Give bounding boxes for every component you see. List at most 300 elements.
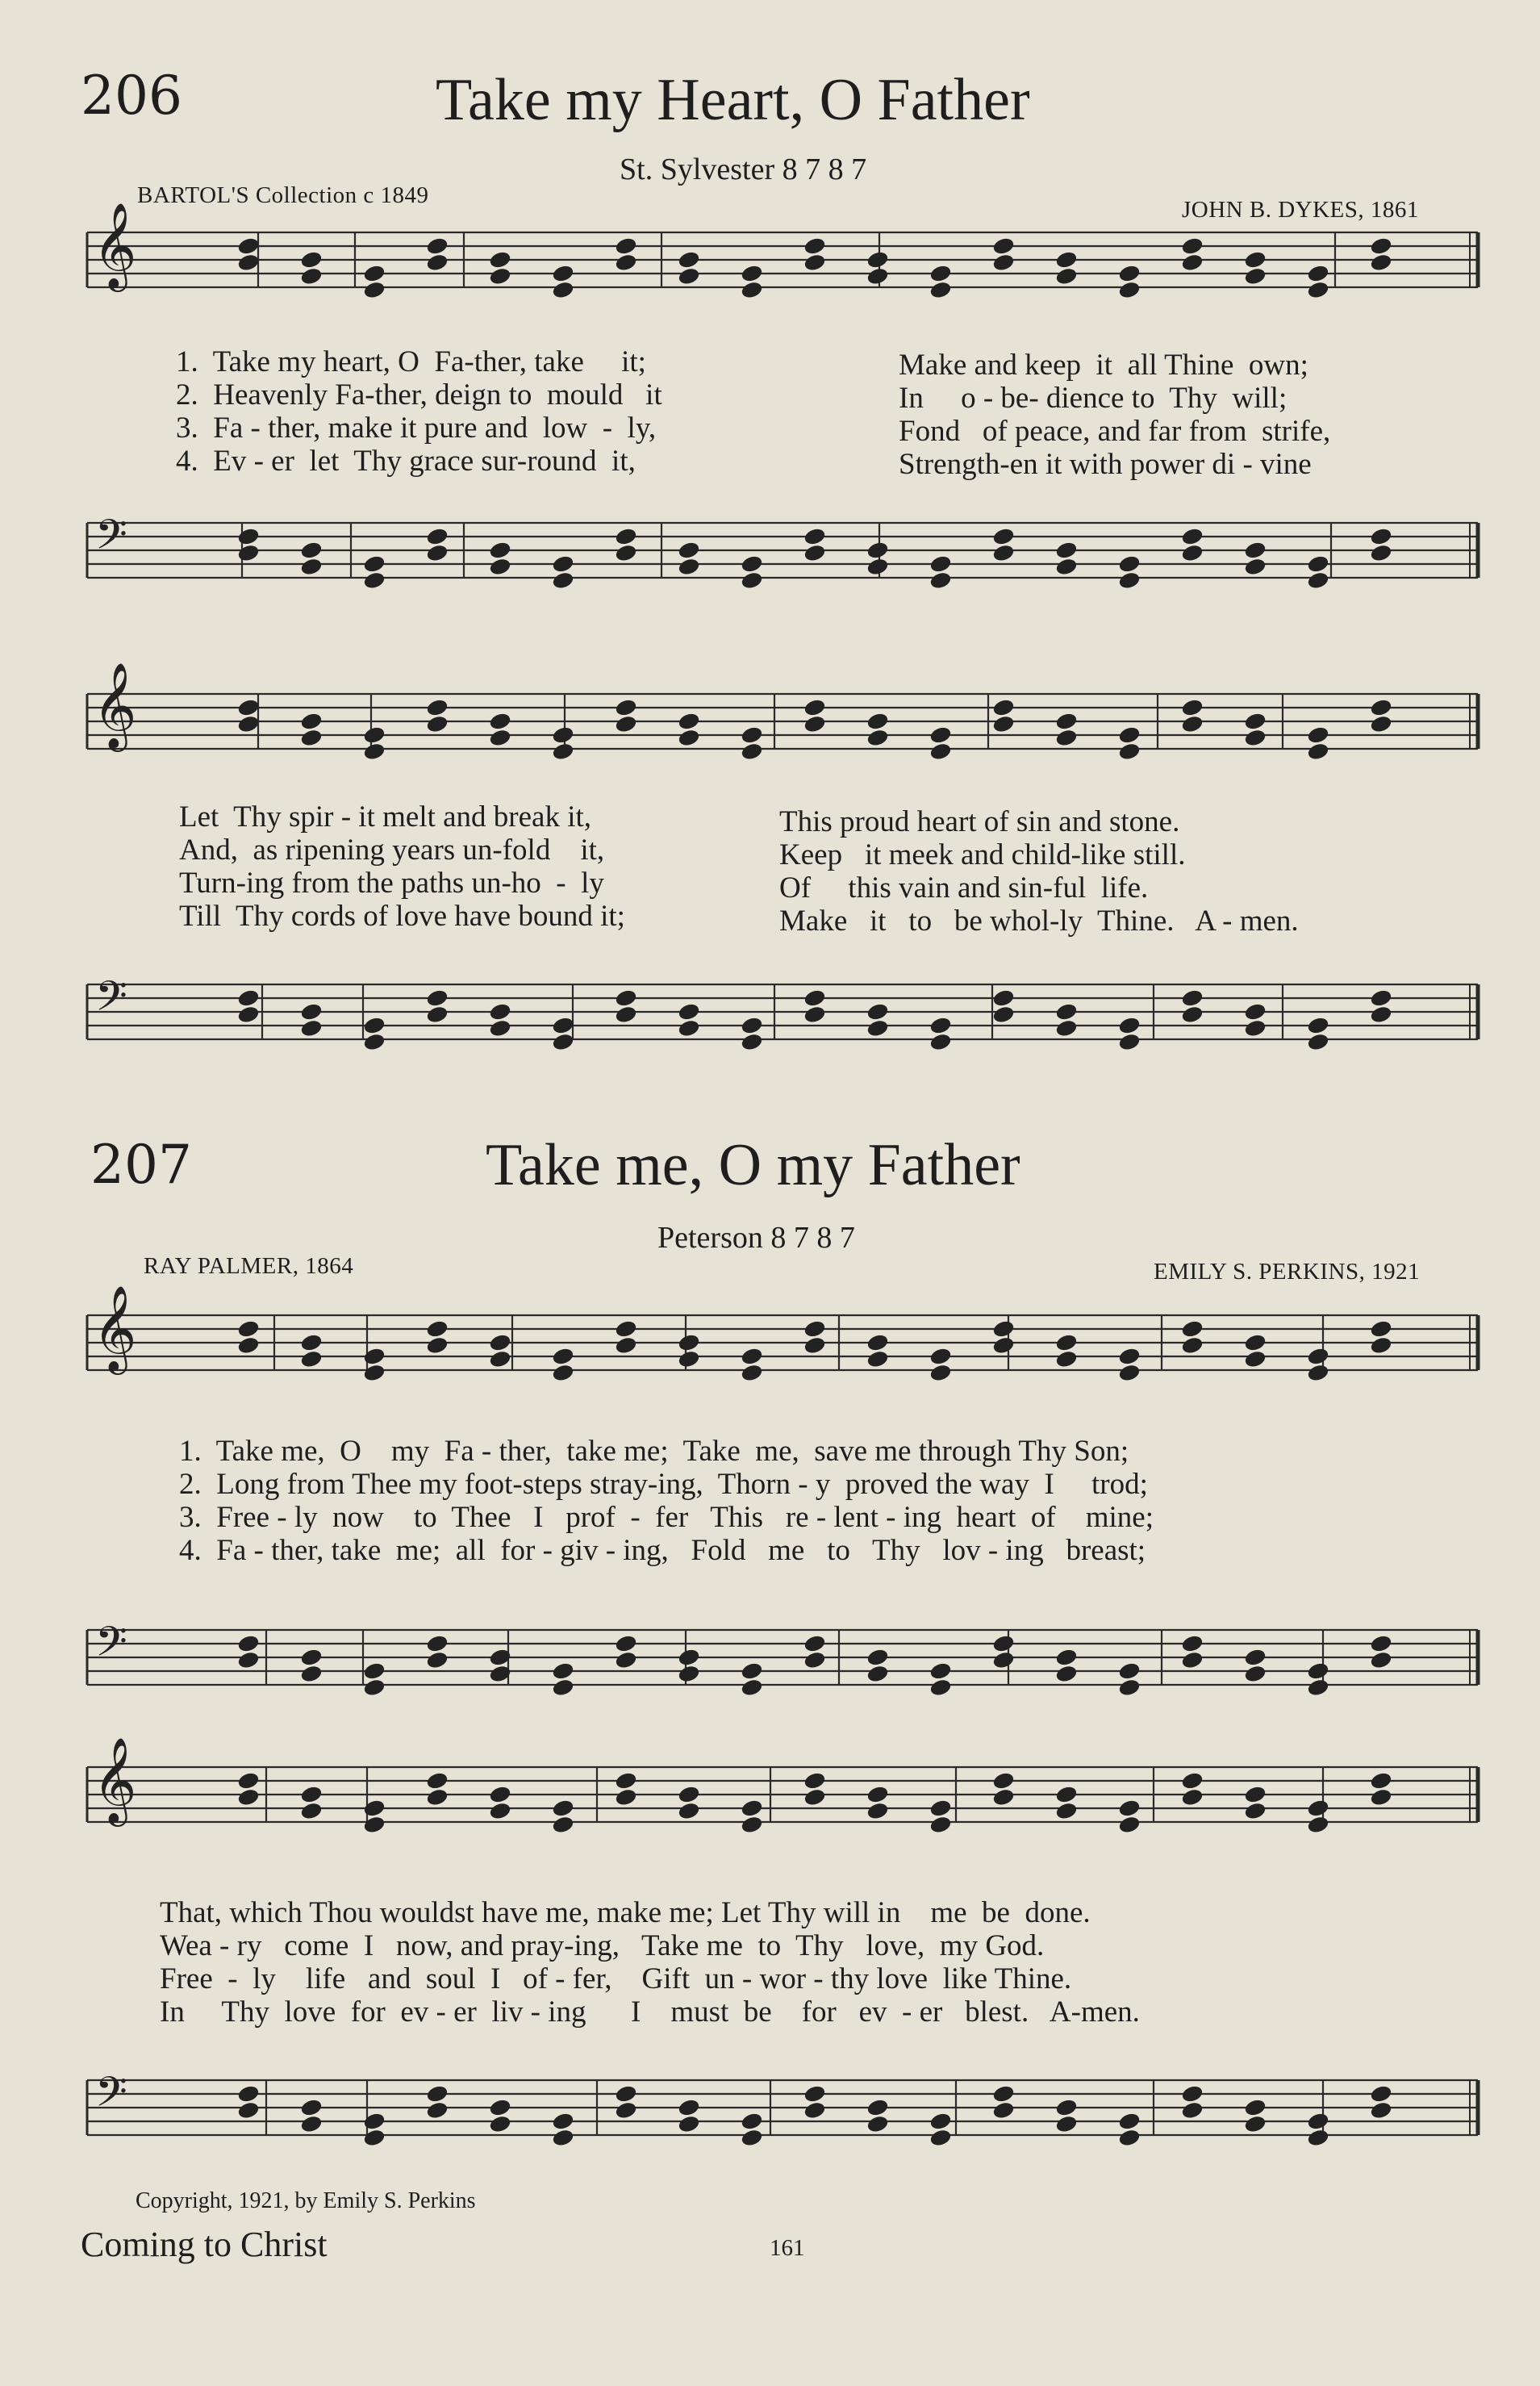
note-head: [741, 1816, 763, 1834]
note-head: [866, 541, 889, 559]
section-title: Coming to Christ: [81, 2225, 328, 2264]
note-head: [1118, 1816, 1141, 1834]
note-head: [300, 1350, 323, 1369]
note-head: [1244, 558, 1267, 576]
note-head: [803, 1771, 826, 1790]
note-head: [1370, 236, 1392, 255]
note-head: [1055, 2098, 1078, 2116]
note-head: [615, 1771, 637, 1790]
note-head: [1307, 554, 1329, 573]
note-head: [1181, 988, 1204, 1007]
treble-clef-icon: 𝄞: [93, 662, 137, 748]
lyric-line: 1. Take me, O my Fa - ther, take me; Take me, save me through Thy Son;: [179, 1435, 1129, 1468]
note-head: [1370, 1336, 1392, 1355]
note-head: [1370, 2084, 1392, 2103]
note-head: [1118, 742, 1141, 761]
note-head: [741, 264, 763, 282]
note-head: [678, 712, 700, 730]
note-head: [1307, 1816, 1329, 1834]
note-head: [489, 712, 511, 730]
note-head: [1055, 267, 1078, 286]
note-head: [300, 250, 323, 269]
note-head: [426, 1771, 449, 1790]
note-head: [992, 1319, 1015, 1338]
note-head: [1244, 1019, 1267, 1038]
note-head: [489, 1019, 511, 1038]
note-head: [741, 2112, 763, 2130]
hymn-207-lyrics-a: [179, 1435, 1154, 1567]
lyric-line: Free - ly life and soul I of - fer, Gift un - wor - thy love like Thine.: [160, 1962, 1072, 1995]
note-head: [1307, 571, 1329, 590]
note-head: [552, 554, 574, 573]
hymn-207-number: 207: [90, 1134, 192, 1196]
note-head: [1055, 558, 1078, 576]
note-head: [1181, 698, 1204, 717]
note-head: [741, 1347, 763, 1365]
note-head: [300, 729, 323, 747]
note-head: [929, 1678, 952, 1697]
note-head: [1370, 988, 1392, 1007]
note-head: [929, 2112, 952, 2130]
note-head: [615, 698, 637, 717]
note-head: [1244, 712, 1267, 730]
hymn-206-number: 206: [81, 65, 182, 127]
note-head: [1181, 236, 1204, 255]
note-head: [678, 729, 700, 747]
lyric-line: 4. Ev - er let Thy grace sur-round it,: [176, 445, 636, 478]
bass-clef-icon: 𝄢: [95, 972, 127, 1030]
note-head: [615, 715, 637, 733]
lyric-line: Make it to be whol-ly Thine. A - men.: [779, 905, 1299, 938]
note-head: [300, 558, 323, 576]
note-head: [929, 1016, 952, 1034]
note-head: [615, 236, 637, 255]
note-head: [678, 1350, 700, 1369]
note-head: [741, 2129, 763, 2147]
note-head: [1307, 1799, 1329, 1817]
note-head: [929, 742, 952, 761]
note-head: [803, 527, 826, 545]
lyric-line: And, as ripening years un-fold it,: [179, 834, 605, 867]
note-head: [363, 725, 386, 744]
note-head: [803, 1319, 826, 1338]
note-head: [615, 544, 637, 562]
note-head: [929, 2129, 952, 2147]
note-head: [300, 1333, 323, 1352]
note-head: [237, 988, 260, 1007]
note-head: [615, 2084, 637, 2103]
note-head: [678, 1019, 700, 1038]
note-head: [426, 236, 449, 255]
note-head: [929, 1033, 952, 1051]
note-head: [1370, 2101, 1392, 2120]
note-head: [1181, 1319, 1204, 1338]
note-head: [300, 1648, 323, 1666]
treble-clef-icon: 𝄞: [93, 1736, 137, 1823]
note-head: [300, 1665, 323, 1683]
note-head: [678, 250, 700, 269]
note-head: [1244, 2098, 1267, 2116]
note-head: [1370, 698, 1392, 717]
note-head: [992, 253, 1015, 272]
note-head: [866, 1002, 889, 1021]
note-head: [552, 1661, 574, 1680]
note-head: [1118, 1678, 1141, 1697]
note-head: [552, 742, 574, 761]
note-head: [426, 1788, 449, 1807]
treble-clef-icon: 𝄞: [93, 1285, 137, 1371]
note-head: [1244, 250, 1267, 269]
note-head: [1055, 1785, 1078, 1803]
note-head: [1181, 2101, 1204, 2120]
note-head: [1055, 1333, 1078, 1352]
note-head: [552, 1033, 574, 1051]
note-head: [1118, 571, 1141, 590]
note-head: [489, 1333, 511, 1352]
hymn-207-title: Take me, O my Father: [486, 1132, 1020, 1198]
note-head: [1181, 1336, 1204, 1355]
note-head: [803, 2084, 826, 2103]
lyric-line: 3. Fa - ther, make it pure and low - ly,: [176, 412, 657, 445]
note-head: [426, 527, 449, 545]
note-head: [678, 1802, 700, 1820]
note-head: [866, 729, 889, 747]
note-head: [992, 1634, 1015, 1653]
note-head: [741, 554, 763, 573]
note-head: [363, 1033, 386, 1051]
note-head: [803, 1634, 826, 1653]
note-head: [1118, 1661, 1141, 1680]
note-head: [741, 1661, 763, 1680]
note-head: [741, 1033, 763, 1051]
note-head: [237, 1771, 260, 1790]
note-head: [678, 558, 700, 576]
note-head: [866, 250, 889, 269]
lyric-line: 3. Free - ly now to Thee I prof - fer This re - lent - ing heart of mine;: [179, 1501, 1154, 1534]
note-head: [615, 2101, 637, 2120]
note-head: [1370, 1634, 1392, 1653]
note-head: [1307, 1364, 1329, 1382]
note-head: [426, 1336, 449, 1355]
note-head: [929, 264, 952, 282]
note-head: [1244, 541, 1267, 559]
note-head: [866, 267, 889, 286]
note-head: [1055, 1350, 1078, 1369]
note-head: [1181, 1788, 1204, 1807]
note-head: [1244, 267, 1267, 286]
note-head: [1370, 544, 1392, 562]
treble-clef-icon: 𝄞: [93, 202, 137, 288]
note-head: [929, 281, 952, 299]
note-head: [552, 2129, 574, 2147]
lyric-line: Strength-en it with power di - vine: [899, 448, 1312, 481]
hymn-206-lyrics-c: [179, 800, 625, 933]
note-head: [489, 1350, 511, 1369]
note-head: [237, 2084, 260, 2103]
note-head: [552, 1364, 574, 1382]
note-head: [1055, 250, 1078, 269]
note-head: [929, 1347, 952, 1365]
note-head: [1055, 1665, 1078, 1683]
note-head: [1118, 554, 1141, 573]
note-head: [300, 1785, 323, 1803]
note-head: [489, 2098, 511, 2116]
note-head: [1055, 1002, 1078, 1021]
lyric-line: Keep it meek and child-like still.: [779, 838, 1186, 871]
note-head: [300, 541, 323, 559]
note-head: [1307, 1347, 1329, 1365]
note-head: [489, 729, 511, 747]
note-head: [1181, 527, 1204, 545]
note-head: [866, 1350, 889, 1369]
note-head: [992, 1005, 1015, 1024]
note-head: [615, 1788, 637, 1807]
lyric-line: Make and keep it all Thine own;: [899, 349, 1308, 382]
note-head: [741, 1016, 763, 1034]
note-head: [1055, 1019, 1078, 1038]
note-head: [426, 253, 449, 272]
note-head: [615, 253, 637, 272]
note-head: [1244, 1802, 1267, 1820]
note-head: [929, 725, 952, 744]
note-head: [1181, 1634, 1204, 1653]
note-head: [1307, 281, 1329, 299]
note-head: [1307, 264, 1329, 282]
note-head: [1244, 1002, 1267, 1021]
note-head: [363, 1016, 386, 1034]
note-head: [1307, 725, 1329, 744]
hymn-207-lyrics-b: [160, 1896, 1140, 2029]
note-head: [1244, 1785, 1267, 1803]
note-head: [1244, 729, 1267, 747]
note-head: [426, 988, 449, 1007]
note-head: [552, 571, 574, 590]
note-head: [426, 1651, 449, 1669]
note-head: [363, 1678, 386, 1697]
note-head: [552, 1347, 574, 1365]
note-head: [803, 1788, 826, 1807]
note-head: [741, 725, 763, 744]
note-head: [363, 742, 386, 761]
note-head: [1181, 2084, 1204, 2103]
note-head: [237, 2101, 260, 2120]
note-head: [866, 712, 889, 730]
note-head: [741, 1678, 763, 1697]
note-head: [678, 1665, 700, 1683]
page-number: 161: [770, 2235, 805, 2261]
note-head: [300, 712, 323, 730]
note-head: [552, 2112, 574, 2130]
note-head: [929, 1661, 952, 1680]
note-head: [803, 698, 826, 717]
note-head: [803, 544, 826, 562]
note-head: [1307, 1661, 1329, 1680]
note-head: [300, 1002, 323, 1021]
note-head: [866, 2098, 889, 2116]
note-head: [678, 2115, 700, 2133]
note-head: [1181, 1651, 1204, 1669]
hymn-207-music-credit: EMILY S. PERKINS, 1921: [1154, 1259, 1421, 1285]
note-head: [300, 1019, 323, 1038]
note-head: [426, 2101, 449, 2120]
lyric-line: Till Thy cords of love have bound it;: [179, 900, 625, 933]
note-head: [237, 715, 260, 733]
note-head: [1370, 715, 1392, 733]
note-head: [992, 715, 1015, 733]
note-head: [803, 2101, 826, 2120]
note-head: [615, 527, 637, 545]
note-head: [1055, 1648, 1078, 1666]
note-head: [803, 715, 826, 733]
note-head: [1370, 1319, 1392, 1338]
note-head: [1307, 2112, 1329, 2130]
note-head: [929, 554, 952, 573]
note-head: [552, 281, 574, 299]
note-head: [1370, 1005, 1392, 1024]
note-head: [1181, 253, 1204, 272]
note-head: [1181, 1771, 1204, 1790]
hymn-206-tune: St. Sylvester 8 7 8 7: [620, 153, 867, 186]
note-head: [678, 1785, 700, 1803]
note-head: [803, 253, 826, 272]
note-head: [363, 1661, 386, 1680]
note-head: [992, 1336, 1015, 1355]
note-head: [741, 1364, 763, 1382]
note-head: [426, 1005, 449, 1024]
note-head: [1370, 1771, 1392, 1790]
note-head: [678, 2098, 700, 2116]
note-head: [489, 250, 511, 269]
note-head: [992, 1651, 1015, 1669]
note-head: [803, 1005, 826, 1024]
note-head: [363, 264, 386, 282]
note-head: [1244, 1665, 1267, 1683]
note-head: [615, 1651, 637, 1669]
note-head: [237, 253, 260, 272]
note-head: [1118, 1799, 1141, 1817]
note-head: [237, 527, 260, 545]
copyright-notice: Copyright, 1921, by Emily S. Perkins: [136, 2188, 476, 2213]
note-head: [615, 988, 637, 1007]
note-head: [1118, 1016, 1141, 1034]
note-head: [992, 988, 1015, 1007]
bass-clef-icon: 𝄢: [95, 1617, 127, 1676]
note-head: [1055, 541, 1078, 559]
note-head: [992, 527, 1015, 545]
note-head: [866, 2115, 889, 2133]
note-head: [552, 1799, 574, 1817]
hymn-207-text-credit: RAY PALMER, 1864: [144, 1253, 354, 1279]
note-head: [929, 1816, 952, 1834]
lyric-line: In Thy love for ev - er liv - ing I must be for ev - er blest. A-men.: [160, 1995, 1140, 2029]
lyric-line: Let Thy spir - it melt and break it,: [179, 800, 592, 834]
note-head: [678, 267, 700, 286]
note-head: [741, 571, 763, 590]
note-head: [237, 1336, 260, 1355]
note-head: [678, 541, 700, 559]
note-head: [678, 1648, 700, 1666]
note-head: [1181, 544, 1204, 562]
note-head: [992, 544, 1015, 562]
note-head: [1118, 1347, 1141, 1365]
note-head: [300, 2098, 323, 2116]
note-head: [552, 1678, 574, 1697]
note-head: [489, 1785, 511, 1803]
hymn-206-music-credit: JOHN B. DYKES, 1861: [1182, 197, 1419, 223]
note-head: [237, 698, 260, 717]
lyric-line: Fond of peace, and far from strife,: [899, 415, 1331, 448]
hymn-206-lyrics-b: [899, 349, 1330, 481]
note-head: [489, 1802, 511, 1820]
note-head: [237, 236, 260, 255]
bass-clef-icon: 𝄢: [95, 2067, 127, 2126]
note-head: [300, 1802, 323, 1820]
note-head: [1307, 742, 1329, 761]
note-head: [489, 2115, 511, 2133]
note-head: [300, 2115, 323, 2133]
lyric-line: 4. Fa - ther, take me; all for - giv - ing, Fold me to Thy lov - ing breast;: [179, 1534, 1146, 1567]
note-head: [866, 1665, 889, 1683]
note-head: [363, 281, 386, 299]
note-head: [992, 2084, 1015, 2103]
lyric-line: Wea - ry come I now, and pray-ing, Take me to Thy love, my God.: [160, 1929, 1045, 1962]
note-head: [1181, 715, 1204, 733]
note-head: [803, 988, 826, 1007]
note-head: [992, 1788, 1015, 1807]
lyric-line: 2. Heavenly Fa-ther, deign to mould it: [176, 378, 662, 412]
note-head: [803, 236, 826, 255]
note-head: [1307, 1016, 1329, 1034]
note-head: [552, 725, 574, 744]
note-head: [363, 571, 386, 590]
note-head: [552, 1016, 574, 1034]
note-head: [1370, 253, 1392, 272]
note-head: [992, 698, 1015, 717]
note-head: [426, 544, 449, 562]
note-head: [1118, 2129, 1141, 2147]
note-head: [237, 1651, 260, 1669]
note-head: [1307, 1678, 1329, 1697]
note-head: [489, 267, 511, 286]
note-head: [1118, 1033, 1141, 1051]
note-head: [741, 1799, 763, 1817]
note-head: [489, 541, 511, 559]
note-head: [237, 544, 260, 562]
note-head: [992, 236, 1015, 255]
lyric-line: This proud heart of sin and stone.: [779, 805, 1180, 838]
note-head: [1055, 1802, 1078, 1820]
note-head: [929, 1799, 952, 1817]
note-head: [1118, 1364, 1141, 1382]
note-head: [929, 571, 952, 590]
note-head: [866, 1802, 889, 1820]
note-head: [1055, 712, 1078, 730]
note-head: [237, 1319, 260, 1338]
note-head: [803, 1336, 826, 1355]
hymn-206-text-credit: BARTOL'S Collection c 1849: [137, 182, 429, 208]
note-head: [1118, 281, 1141, 299]
note-head: [615, 1005, 637, 1024]
note-head: [1307, 2129, 1329, 2147]
note-head: [615, 1319, 637, 1338]
hymn-207-tune: Peterson 8 7 8 7: [657, 1221, 855, 1255]
note-head: [1370, 1651, 1392, 1669]
note-head: [1181, 1005, 1204, 1024]
note-head: [1307, 1033, 1329, 1051]
note-head: [866, 1785, 889, 1803]
note-head: [552, 264, 574, 282]
note-head: [1370, 527, 1392, 545]
